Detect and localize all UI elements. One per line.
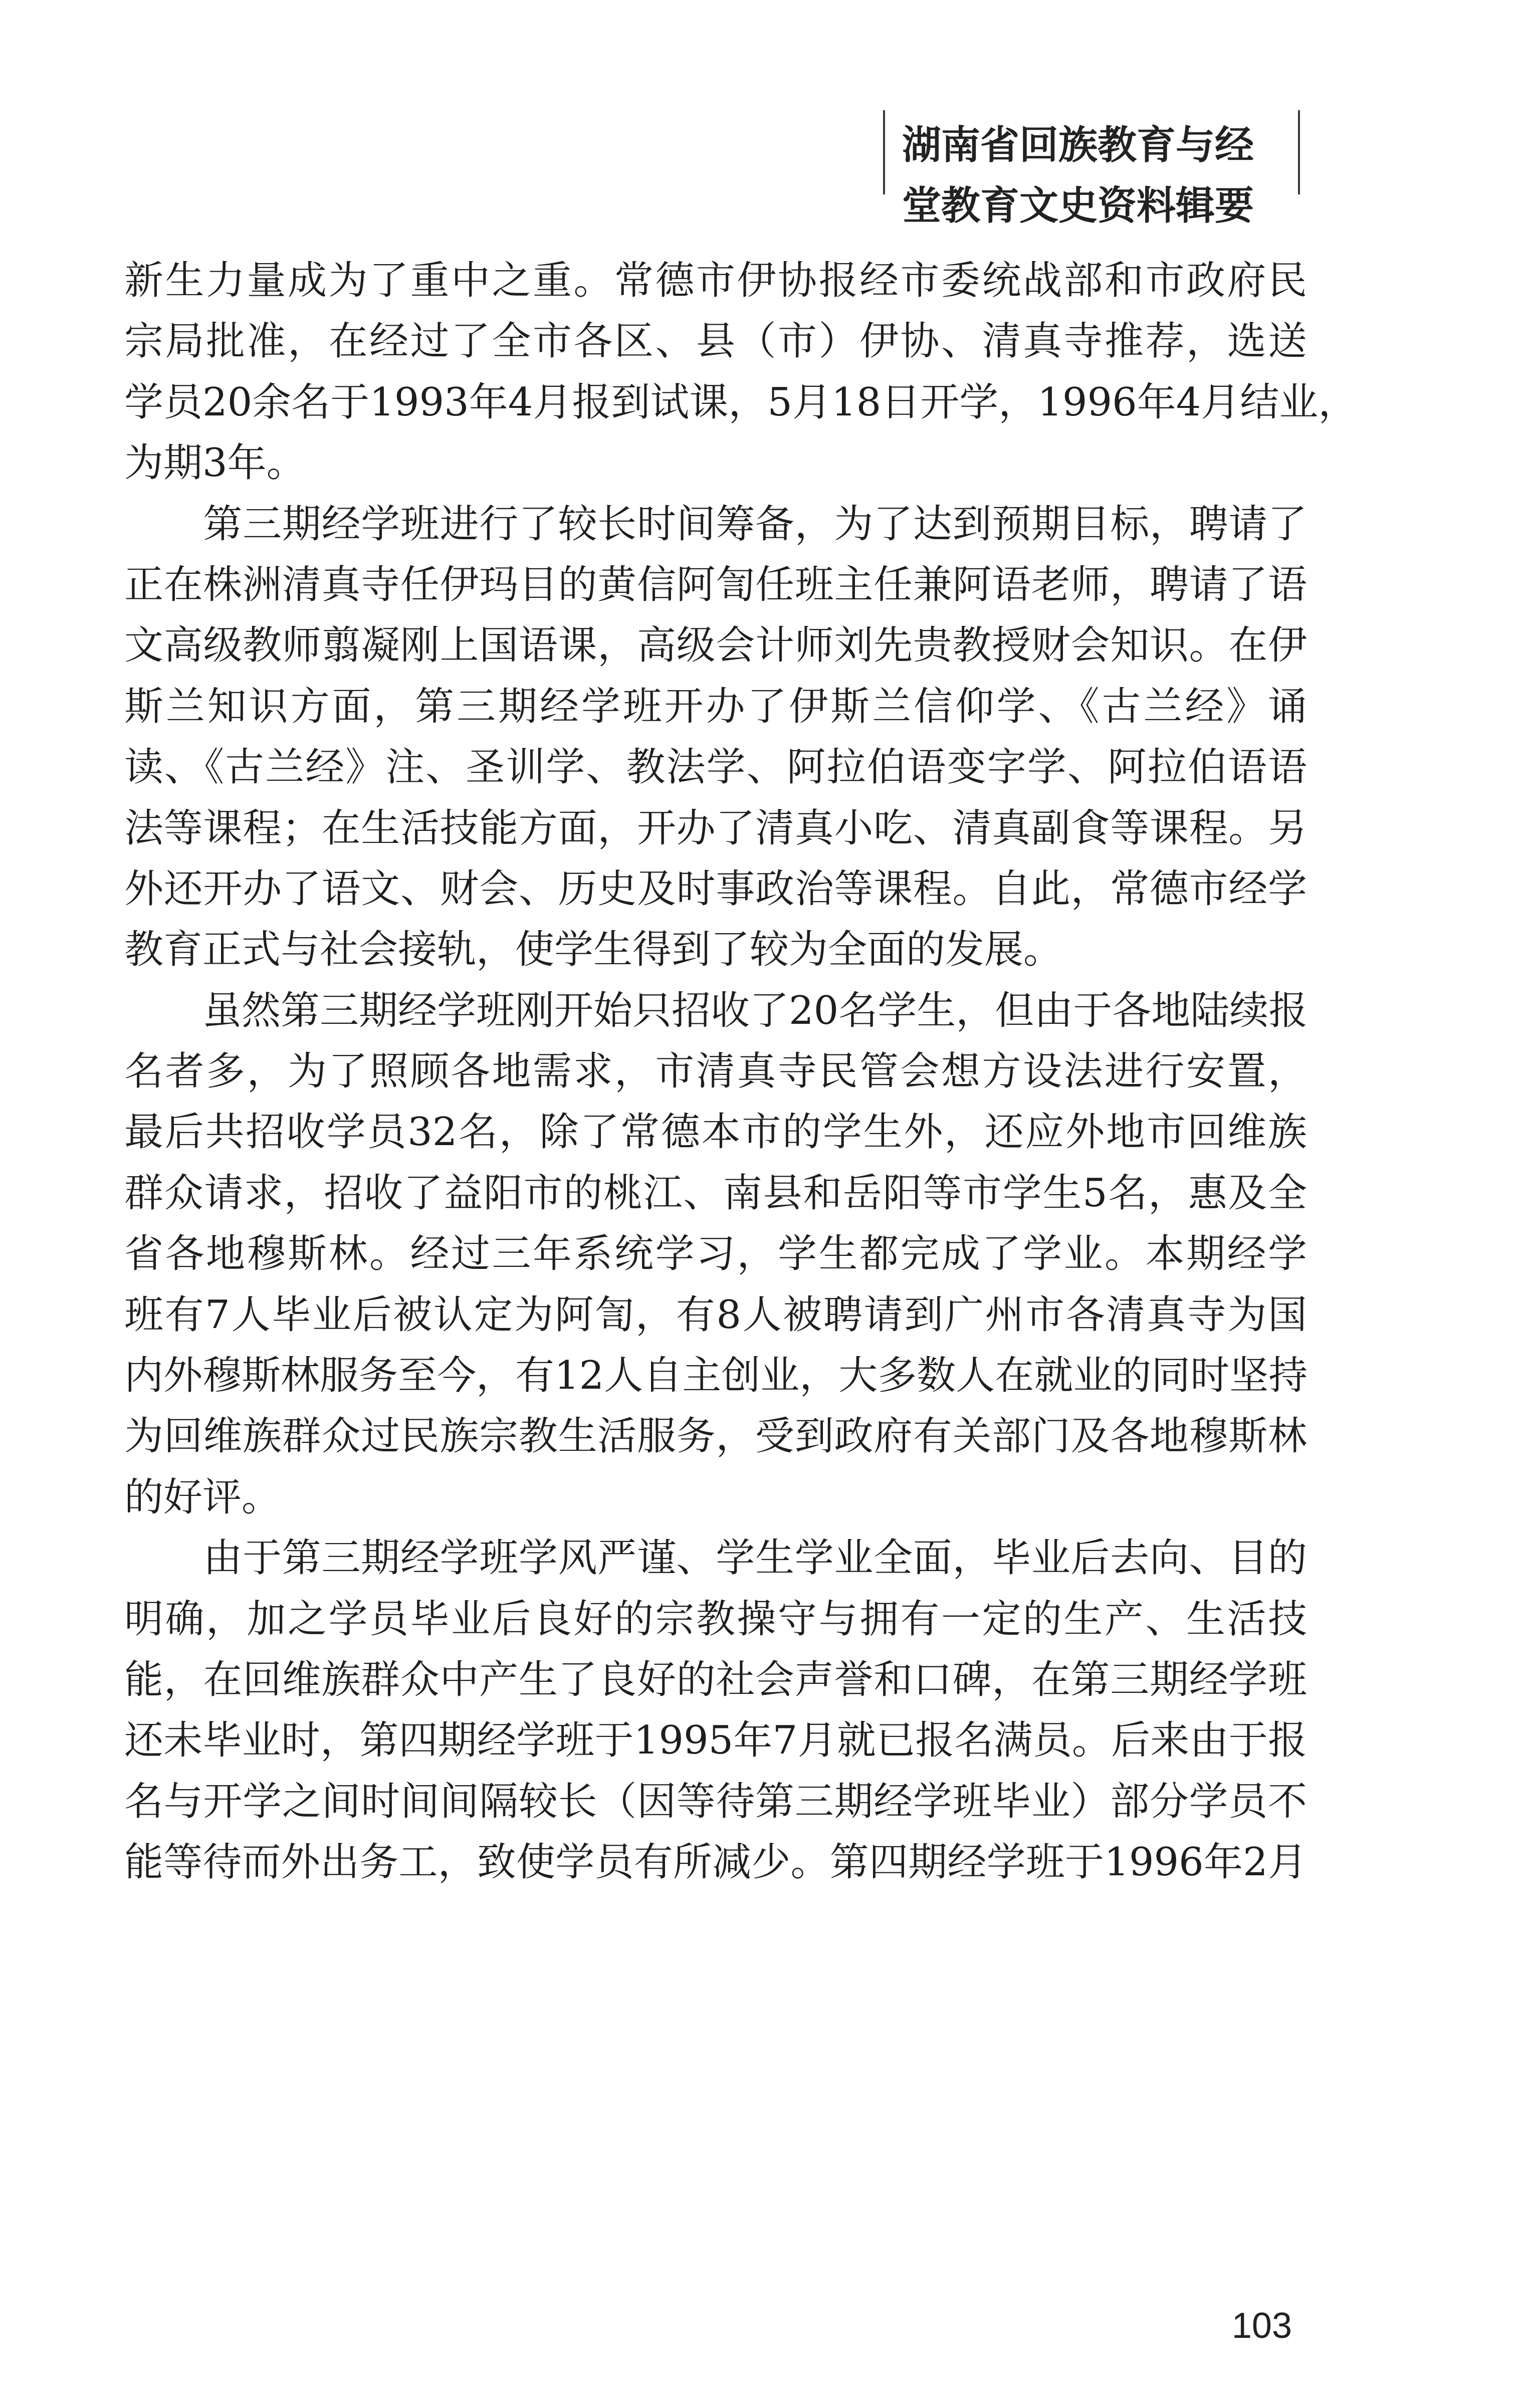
- header-divider-left: [883, 110, 885, 194]
- text-line: 名者多，为了照顾各地需求，市清真寺民管会想方设法进行安置，: [124, 1049, 1307, 1094]
- text-line: 为期3年。: [124, 441, 306, 486]
- text-line: 明确，加之学员毕业后良好的宗教操守与拥有一定的生产、生活技: [124, 1596, 1307, 1642]
- header-divider-right: [1298, 110, 1300, 194]
- text-line: 新生力量成为了重中之重。常德市伊协报经市委统战部和市政府民: [124, 258, 1307, 303]
- page-number: 103: [1231, 2306, 1292, 2346]
- text-line: 正在株洲清真寺任伊玛目的黄信阿訇任班主任兼阿语老师，聘请了语: [124, 562, 1307, 607]
- body-text: [124, 251, 1358, 1893]
- text-line: 最后共招收学员32名，除了常德本市的学生外，还应外地市回维族: [124, 1110, 1307, 1155]
- text-line: 的好评。: [124, 1474, 281, 1520]
- text-line: 名与开学之间时间间隔较长（因等待第三期经学班毕业）部分学员不: [124, 1779, 1307, 1824]
- text-line: 文高级教师翦凝刚上国语课，高级会计师刘先贵教授财会知识。在伊: [124, 623, 1307, 669]
- text-line: 第三期经学班进行了较长时间筹备，为了达到预期目标，聘请了: [124, 501, 1307, 547]
- text-line: 法等课程；在生活技能方面，开办了清真小吃、清真副食等课程。另: [124, 805, 1307, 851]
- text-line: 能，在回维族群众中产生了良好的社会声誉和口碑，在第三期经学班: [124, 1657, 1307, 1702]
- text-line: 斯兰知识方面，第三期经学班开办了伊斯兰信仰学、《古兰经》诵: [124, 684, 1307, 729]
- running-header-line-2: 堂教育文史资料辑要: [902, 183, 1254, 229]
- text-line: 由于第三期经学班学风严谨、学生学业全面，毕业后去向、目的: [124, 1536, 1307, 1581]
- running-header: [902, 115, 1283, 237]
- text-line: 虽然第三期经学班刚开始只招收了20名学生，但由于各地陆续报: [124, 988, 1308, 1033]
- text-line: 宗局批准，在经过了全市各区、县（市）伊协、清真寺推荐，选送: [124, 319, 1307, 364]
- text-line: 为回维族群众过民族宗教生活服务，受到政府有关部门及各地穆斯林: [124, 1414, 1307, 1459]
- text-line: 学员20余名于1993年4月报到试课，5月18日开学，1996年4月结业，: [124, 379, 1358, 425]
- text-line: 教育正式与社会接轨，使学生得到了较为全面的发展。: [124, 927, 1063, 973]
- text-line: 内外穆斯林服务至今，有12人自主创业，大多数人在就业的同时坚持: [124, 1353, 1308, 1399]
- text-line: 外还开办了语文、财会、历史及时事政治等课程。自此，常德市经学: [124, 866, 1307, 912]
- text-line: 班有7人毕业后被认定为阿訇，有8人被聘请到广州市各清真寺为国: [124, 1292, 1307, 1338]
- text-line: 还未毕业时，第四期经学班于1995年7月就已报名满员。后来由于报: [124, 1718, 1307, 1764]
- text-line: 省各地穆斯林。经过三年系统学习，学生都完成了学业。本期经学: [124, 1231, 1307, 1277]
- running-header-line-1: 湖南省回族教育与经: [902, 123, 1254, 168]
- text-line: 能等待而外出务工，致使学员有所减少。第四期经学班于1996年2月: [124, 1840, 1307, 1885]
- text-line: 读、《古兰经》注、圣训学、教法学、阿拉伯语变字学、阿拉伯语语: [124, 745, 1307, 790]
- text-line: 群众请求，招收了益阳市的桃江、南县和岳阳等市学生5名，惠及全: [124, 1170, 1307, 1216]
